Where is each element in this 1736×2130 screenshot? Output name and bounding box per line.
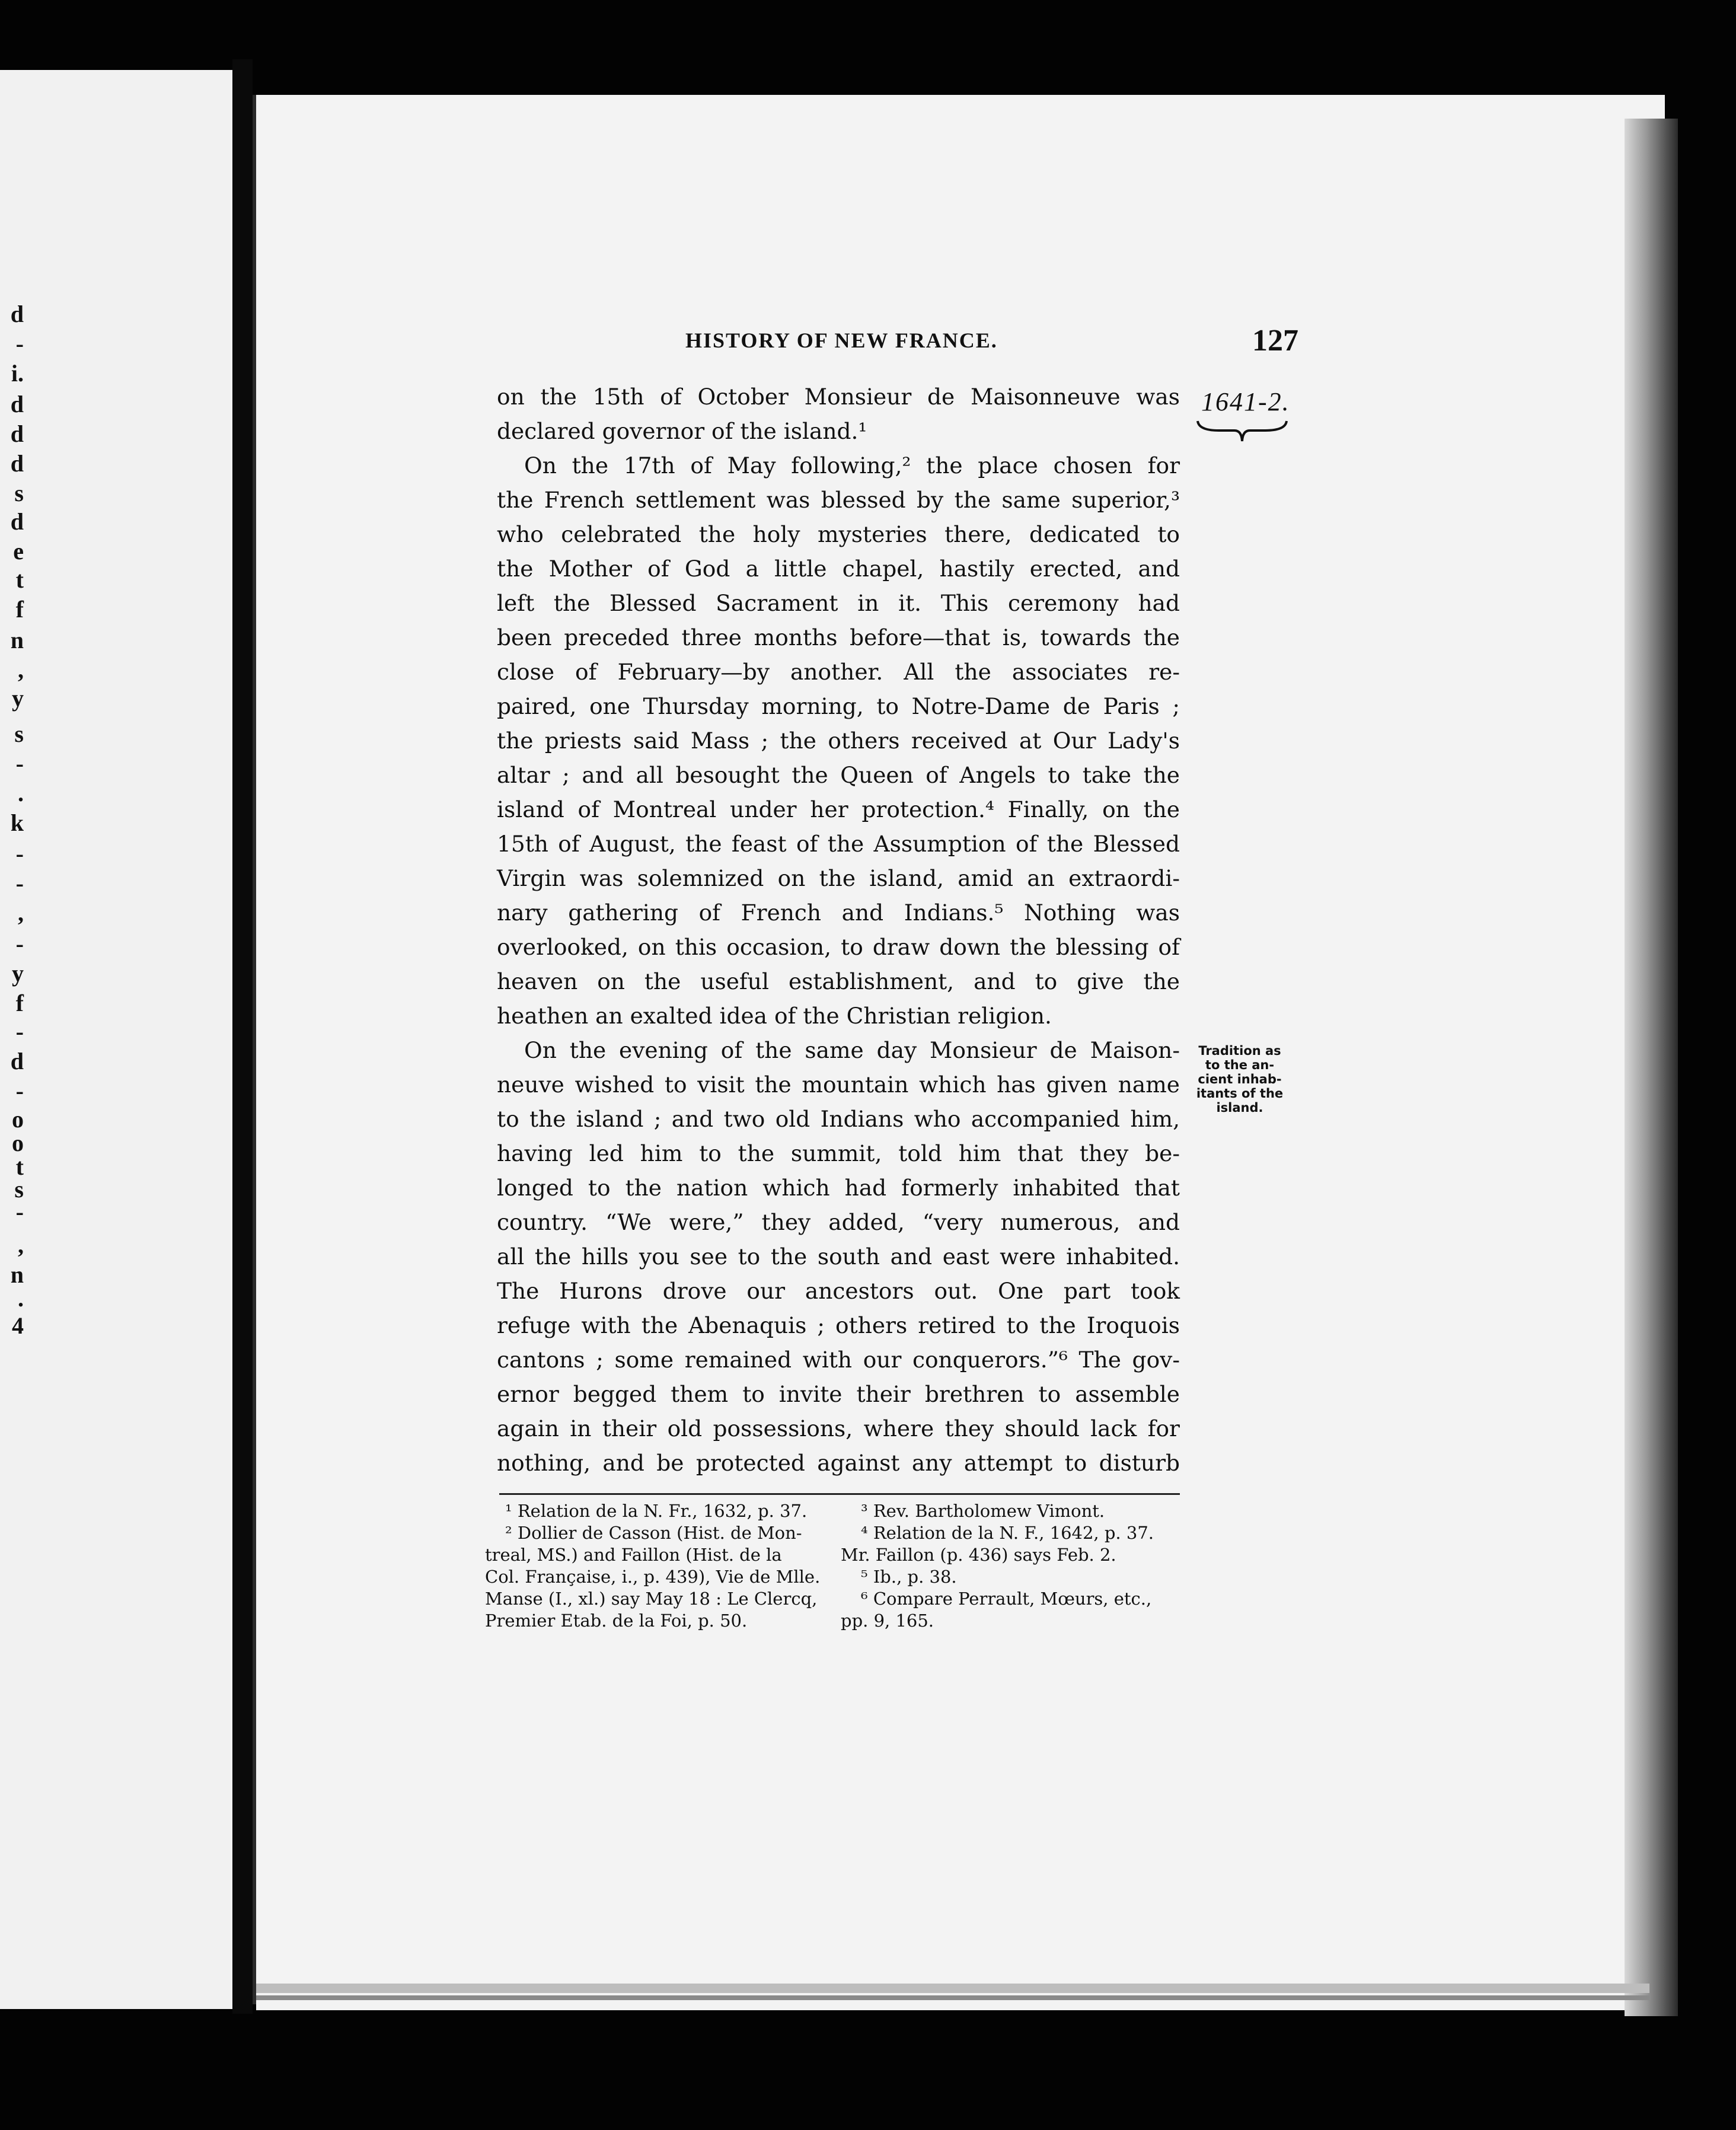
left-page-edge-char: d [10, 508, 24, 535]
left-page-edge-char: t [15, 566, 24, 593]
page-header [676, 323, 1298, 359]
text-line: all the hills you see to the south and east were inhabited. [497, 1243, 1180, 1270]
text-line: nothing, and be protected against any attempt to disturb [497, 1450, 1180, 1476]
margin-note-line: to the an- [1205, 1058, 1275, 1072]
left-page-edge-char: e [13, 538, 24, 565]
page-edge-right [1625, 119, 1678, 2016]
left-page-edge-char: t [15, 1153, 24, 1180]
footnote-line: pp. 9, 165. [841, 1611, 934, 1631]
left-page-edge-char: - [15, 870, 24, 897]
text-line: the priests said Mass ; the others received at Our Lady's [497, 728, 1180, 754]
footnote-line: treal, MS.) and Faillon (Hist. de la [485, 1545, 782, 1565]
footnote-rule [499, 1493, 1180, 1495]
margin-year: 1641-2. [1201, 387, 1290, 416]
footnote-line: Col. Française, i., p. 439), Vie de Mlle. [485, 1567, 821, 1587]
footnote-line: Mr. Faillon (p. 436) says Feb. 2. [841, 1545, 1116, 1565]
text-line: refuge with the Abenaquis ; others retired to the Iroquois [497, 1312, 1180, 1338]
text-line: altar ; and all besought the Queen of Angels to take the [497, 762, 1180, 788]
margin-note [1183, 1044, 1296, 1115]
text-line: declared governor of the island.¹ [497, 418, 867, 444]
left-page-edge-char: d [10, 1048, 24, 1074]
text-line: nary gathering of French and Indians.⁵ Nothing was [497, 900, 1180, 926]
left-page-edge-char: - [15, 330, 24, 357]
left-page-edge-char: - [15, 930, 24, 957]
paragraph-1 [497, 380, 1180, 448]
left-page-edge-char: s [14, 480, 24, 506]
text-line: neuve wished to visit the mountain which has given name [497, 1072, 1180, 1098]
text-line: on the 15th of October Monsieur de Maisonneuve was [497, 384, 1180, 410]
left-page-edge-char: o [12, 1106, 24, 1133]
footnote-line: Manse (I., xl.) say May 18 : Le Clercq, [485, 1589, 818, 1609]
text-line: The Hurons drove our ancestors out. One part took [497, 1278, 1180, 1304]
text-line: On the evening of the same day Monsieur de Maison- [524, 1037, 1180, 1063]
left-page-edge-char: d [10, 450, 24, 477]
text-line: heaven on the useful establishment, and to give the [497, 968, 1180, 994]
margin-note-line: itants of the [1196, 1086, 1284, 1101]
text-line: overlooked, on this occasion, to draw down the blessing of [497, 934, 1180, 960]
margin-note-line: island. [1216, 1101, 1263, 1115]
text-line: again in their old possessions, where they should lack for [497, 1415, 1180, 1442]
left-page-edge-char: d [10, 420, 24, 447]
footnote-line: ⁵ Ib., p. 38. [861, 1567, 957, 1587]
page-number: 127 [1252, 324, 1298, 358]
footnote-line: ² Dollier de Casson (Hist. de Mon- [505, 1523, 802, 1543]
left-page-edge-char: i. [11, 360, 24, 387]
body-text [497, 380, 1180, 1480]
page-edge-bottom-shadow [256, 1995, 1649, 2000]
left-page-edge-char: f [15, 596, 24, 623]
left-page [0, 70, 232, 2009]
text-line: On the 17th of May following,² the place chosen for [524, 452, 1180, 479]
footnote-line: ¹ Relation de la N. Fr., 1632, p. 37. [505, 1501, 808, 1521]
book-gutter [232, 59, 253, 2014]
left-page-edge-char: d [10, 391, 24, 417]
text-line: having led him to the summit, told him that they be- [497, 1140, 1180, 1166]
text-line: the French settlement was blessed by the same superior,³ [497, 487, 1180, 513]
left-page-edge-char: , [18, 900, 24, 926]
left-page-edge-char: s [14, 1176, 24, 1203]
left-page-edge-char: - [15, 750, 24, 777]
text-line: Virgin was solemnized on the island, amid an extraordi- [497, 865, 1180, 891]
left-page-edge-char: - [15, 1198, 24, 1225]
footnotes-right-column [841, 1500, 1185, 1632]
left-page-edge-text [0, 70, 232, 2009]
footnote-line: ⁴ Relation de la N. F., 1642, p. 37. [861, 1523, 1154, 1543]
footnotes [485, 1500, 1185, 1672]
page-edge-bottom [256, 1984, 1649, 1993]
left-page-edge-char: . [18, 1285, 24, 1312]
left-page-edge-char: n [10, 627, 24, 653]
margin-brace-icon [1195, 417, 1289, 446]
text-line: close of February—by another. All the associates re- [497, 659, 1180, 685]
left-page-edge-char: - [15, 840, 24, 867]
text-line: been preceded three months before—that is, towards the [497, 624, 1180, 651]
footnote-line: Premier Etab. de la Foi, p. 50. [485, 1611, 748, 1631]
footnotes-left-column [485, 1500, 824, 1632]
margin-note-line: Tradition as [1198, 1044, 1281, 1058]
running-title: HISTORY OF NEW FRANCE. [685, 329, 998, 352]
text-line: longed to the nation which had formerly inhabited that [497, 1175, 1180, 1201]
text-line: country. “We were,” they added, “very numerous, and [497, 1209, 1180, 1235]
left-page-edge-char: d [10, 301, 24, 327]
footnote-line: ⁶ Compare Perrault, Mœurs, etc., [861, 1589, 1152, 1609]
text-line: the Mother of God a little chapel, hastily erected, and [497, 556, 1180, 582]
text-line: who celebrated the holy mysteries there, dedicated to [497, 521, 1180, 547]
text-line: island of Montreal under her protection.⁴ Finally, on the [497, 796, 1180, 822]
paragraph-2 [497, 448, 1180, 1033]
text-line: to the island ; and two old Indians who accompanied him, [497, 1106, 1180, 1132]
left-page-edge-char: s [14, 720, 24, 747]
text-line: 15th of August, the feast of the Assumption of the Blessed [497, 831, 1180, 857]
text-line: left the Blessed Sacrament in it. This ceremony had [497, 590, 1180, 616]
left-page-edge-char: , [18, 656, 24, 683]
left-page-edge-char: k [10, 809, 24, 836]
left-page-edge-char: , [18, 1232, 24, 1258]
left-page-edge-char: f [15, 990, 24, 1016]
text-line: ernor begged them to invite their brethren to assemble [497, 1381, 1180, 1407]
left-page-edge-char: - [15, 1018, 24, 1045]
paragraph-3 [497, 1033, 1180, 1480]
text-line: paired, one Thursday morning, to Notre-Dame de Paris ; [497, 693, 1180, 719]
text-line: heathen an exalted idea of the Christian religion. [497, 1003, 1052, 1029]
text-line: cantons ; some remained with our conquerors.”⁶ The gov- [497, 1347, 1180, 1373]
left-page-edge-char: n [10, 1261, 24, 1288]
footnote-line: ³ Rev. Bartholomew Vimont. [861, 1501, 1105, 1521]
left-page-edge-char: y [12, 685, 24, 712]
left-page-edge-char: y [12, 960, 24, 987]
left-page-edge-char: . [18, 780, 24, 806]
margin-note-line: cient inhab- [1198, 1072, 1282, 1086]
left-page-edge-char: o [12, 1130, 24, 1156]
left-page-edge-char: 4 [12, 1312, 24, 1339]
left-page-edge-char: - [15, 1077, 24, 1104]
